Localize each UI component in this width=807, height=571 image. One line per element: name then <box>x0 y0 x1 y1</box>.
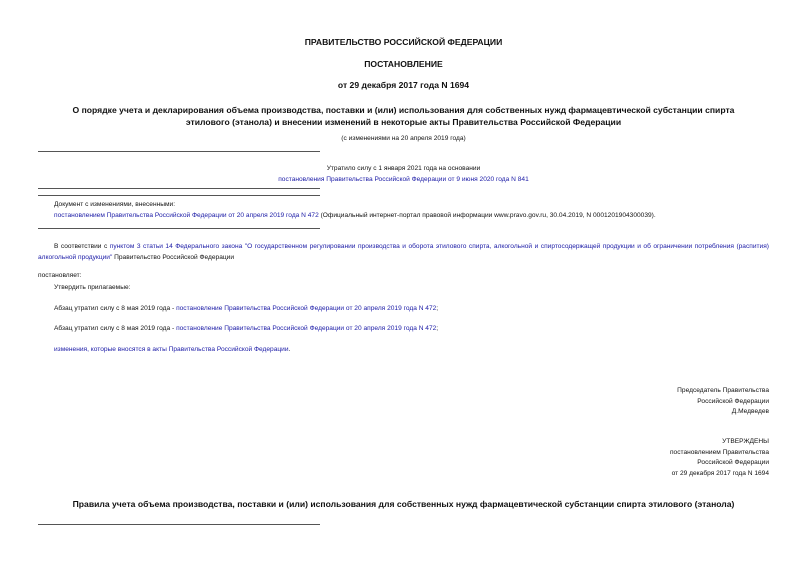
divider <box>38 188 320 189</box>
approved-by: постановлением Правительства <box>669 449 769 456</box>
item-link[interactable]: постановление Правительства Российской Федерации от 20 апреля 2019 года N 472 <box>176 305 437 312</box>
divider <box>38 228 320 229</box>
signature-country: Российской Федерации <box>697 398 769 405</box>
approved-heading: УТВЕРЖДЕНЫ <box>722 438 769 445</box>
signature-title: Председатель Правительства <box>677 387 769 394</box>
divider <box>38 151 320 152</box>
document-title-line1: О порядке учета и декларирования объема производства, поставки и (или) использования для собственных нужд фармацевтической субстанции спирта <box>72 105 735 115</box>
document-date-number: от 29 декабря 2017 года N 1694 <box>337 80 470 90</box>
document-type: ПОСТАНОВЛЕНИЕ <box>364 59 443 69</box>
item-link[interactable]: постановление Правительства Российской Федерации от 20 апреля 2019 года N 472 <box>176 325 437 332</box>
amendments-line <box>54 211 656 221</box>
divider <box>38 524 320 525</box>
list-item <box>54 345 290 355</box>
resolves-text: постановляет: <box>38 272 82 279</box>
preamble-suffix: Правительство Российской Федерации <box>112 254 235 261</box>
void-notice-text: Утратило силу с 1 января 2021 года на основании <box>326 165 481 172</box>
amendments-label: Документ с изменениями, внесенными: <box>54 201 176 208</box>
signature-name: Д.Медведев <box>731 408 769 415</box>
divider <box>38 195 320 196</box>
amendments-source: (Официальный интернет-портал правовой информации www.pravo.gov.ru, 30.04.2019, N 0001201904300039). <box>318 212 656 219</box>
document-title-line2: этилового (этанола) и внесении изменений в некоторые акты Правительства Российской Федерации <box>185 117 622 127</box>
item-text: Абзац утратил силу с 8 мая 2019 года - <box>54 305 177 312</box>
item-end: . <box>288 346 291 353</box>
changes-note: (с изменениями на 20 апреля 2019 года) <box>341 135 466 142</box>
rules-title: Правила учета объема производства, поставки и (или) использования для собственных нужд фармацевтической субстанции спирта этилового (этанола) <box>72 499 735 509</box>
amendments-link[interactable]: постановлением Правительства Российской Федерации от 20 апреля 2019 года N 472 <box>54 212 319 219</box>
federal-law-link[interactable]: пунктом 3 статьи 14 Федерального закона "О государственном регулировании производства и оборота этилового спирта, алкогольной и спиртосодержащей продукции и об ограничении потребления (распития) алкогольной продукции" <box>38 243 769 261</box>
changes-link[interactable]: изменения, которые вносятся в акты Правительства Российской Федерации <box>54 346 289 353</box>
item-end: ; <box>436 325 439 332</box>
government-heading: ПРАВИТЕЛЬСТВО РОССИЙСКОЙ ФЕДЕРАЦИИ <box>304 37 503 47</box>
item-end: ; <box>436 305 439 312</box>
list-item <box>54 324 438 334</box>
preamble-prefix: В соответствии с <box>54 243 110 250</box>
approve-text: Утвердить прилагаемые: <box>54 284 131 291</box>
approved-date-number: от 29 декабря 2017 года N 1694 <box>671 470 769 477</box>
preamble-paragraph <box>38 241 769 263</box>
approved-country: Российской Федерации <box>697 459 769 466</box>
void-notice-link[interactable]: постановления Правительства Российской Федерации от 9 июня 2020 года N 841 <box>278 176 529 183</box>
list-item <box>54 304 438 314</box>
item-text: Абзац утратил силу с 8 мая 2019 года - <box>54 325 177 332</box>
